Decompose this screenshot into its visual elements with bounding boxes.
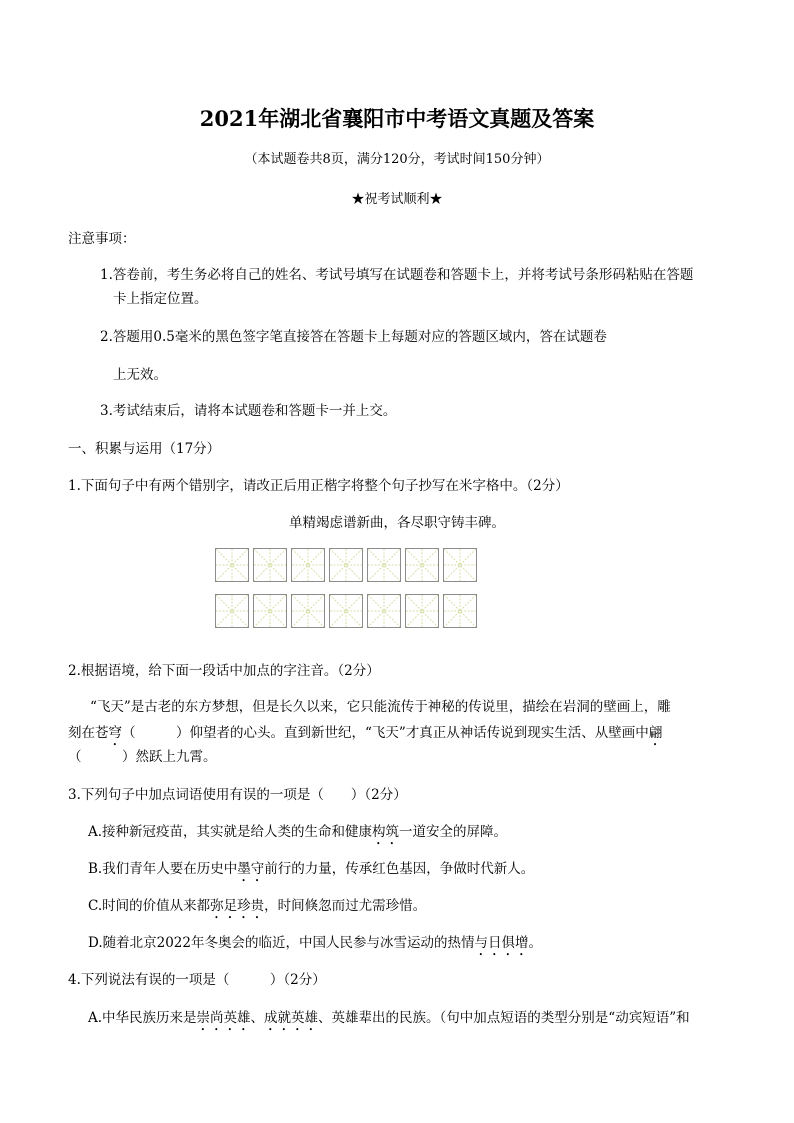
- note-2-cont: 上无效。: [113, 367, 167, 383]
- q4-prompt: 4.下列说法有误的一项是（ ）（2分）: [68, 972, 326, 988]
- note-3: 3.考试结束后，请将本试题卷和答题卡一并上交。: [100, 403, 397, 419]
- q3-option-a: A.接种新冠疫苗，其实就是给人类的生命和健康构筑一道安全的屏障。: [88, 824, 508, 840]
- note-2: 2.答题用0.5毫米的黑色签字笔直接答在答题卡上每题对应的答题区域内，答在试题卷: [100, 329, 607, 345]
- mizige-cell: [253, 594, 287, 628]
- dotted-char: 穹: [108, 725, 122, 741]
- q3-option-c: C.时间的价值从来都弥足珍贵，时间倏忽而过尤需珍惜。: [88, 898, 427, 914]
- q2-paragraph-line-1: “飞天”是古老的东方梦想，但是长久以来，它只能流传于神秘的传说里，描绘在岩洞的壁画上，雕: [90, 699, 671, 715]
- notes-heading: 注意事项：: [68, 231, 136, 247]
- note-1: 1.答卷前，考生务必将自己的姓名、考试号填写在试题卷和答题卡上，并将考试号条形码粘贴在答题: [100, 267, 694, 283]
- mizige-row-1: [215, 548, 481, 582]
- mizige-cell: [253, 548, 287, 582]
- dotted-char: 翩: [648, 725, 663, 741]
- mizige-cell: [215, 548, 249, 582]
- q1-prompt: 1.下面句子中有两个错别字，请改正后用正楷字将整个句子抄写在米字格中。（2分）: [68, 478, 569, 494]
- blessing-text: ★祝考试顺利★: [351, 192, 443, 207]
- mizige-cell: [291, 548, 325, 582]
- mizige-cell: [405, 548, 439, 582]
- q1-sentence: 单精竭虑谱新曲，各尽职守铸丰碑。: [289, 515, 505, 531]
- mizige-cell: [405, 594, 439, 628]
- mizige-cell: [215, 594, 249, 628]
- q2-paragraph-line-2: 刻在苍穹（ ）仰望者的心头。直到新世纪，“飞天”才真正从神话传说到现实生活、从壁画中翩: [68, 725, 663, 741]
- q4-option-a: A.中华民族历来是崇尚英雄、成就英雄、英雄辈出的民族。（句中加点短语的类型分别是“动宾短语”和: [88, 1010, 690, 1026]
- mizige-cell: [443, 594, 477, 628]
- mizige-row-2: [215, 594, 481, 628]
- page-title: 2021年湖北省襄阳市中考语文真题及答案: [199, 106, 595, 131]
- note-1-cont: 卡上指定位置。: [113, 291, 208, 307]
- mizige-cell: [367, 548, 401, 582]
- mizige-cell: [367, 594, 401, 628]
- q3-option-d: D.随着北京2022年冬奥会的临近，中国人民参与冰雪运动的热情与日俱增。: [88, 935, 542, 951]
- section-1-heading: 一、积累与运用（17分）: [68, 441, 221, 457]
- exam-subtitle: （本试题卷共8页，满分120分，考试时间150分钟）: [244, 152, 550, 167]
- mizige-cell: [291, 594, 325, 628]
- q3-prompt: 3.下列句子中加点词语使用有误的一项是（ ）（2分）: [68, 787, 407, 803]
- q2-prompt: 2.根据语境，给下面一段话中加点的字注音。（2分）: [68, 663, 380, 679]
- mizige-cell: [329, 594, 363, 628]
- q2-paragraph-line-3: （ ）然跃上九霄。: [68, 749, 217, 765]
- mizige-cell: [329, 548, 363, 582]
- q3-option-b: B.我们青年人要在历史中墨守前行的力量，传承红色基因，争做时代新人。: [88, 861, 535, 877]
- mizige-cell: [443, 548, 477, 582]
